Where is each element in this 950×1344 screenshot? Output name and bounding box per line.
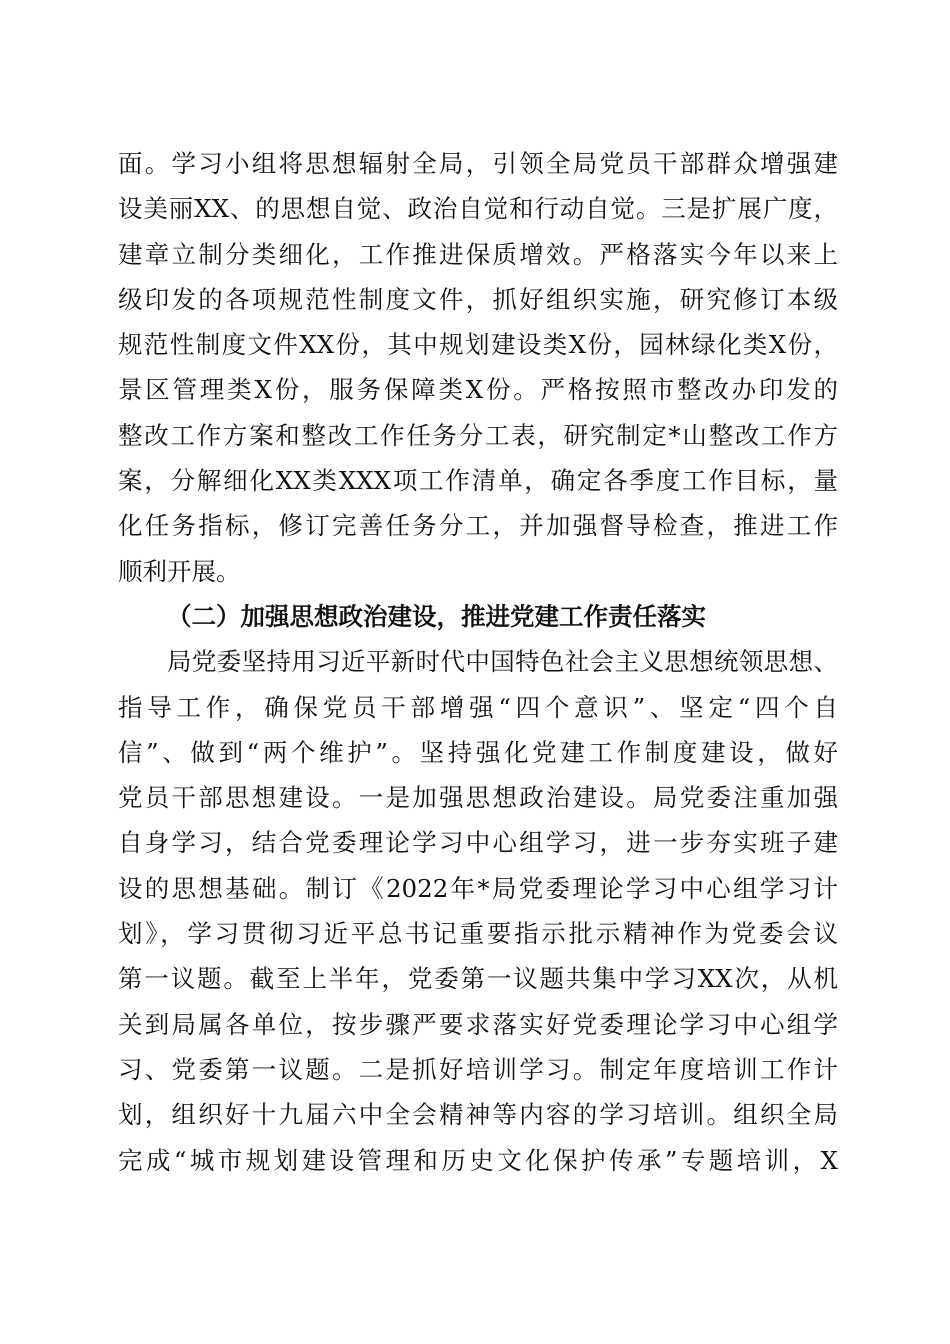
text-line: 化任务指标，修订完善任务分工，并加强督导检查，推进工作 [118,511,838,541]
text-line: 局党委坚持用习近平新时代中国特色社会主义思想统领思想、 [167,647,838,677]
text-line: 整改工作方案和整改工作任务分工表，研究制定*山整改工作方 [118,420,838,450]
continued-paragraph [118,141,838,594]
text-line: 级印发的各项规范性制度文件，抓好组织实施，研究修订本级 [118,284,838,314]
section-paragraph [118,639,838,1183]
text-line: 完成“城市规划建设管理和历史文化保护传承”专题培训，X [118,1145,838,1175]
text-line: 党员干部思想建设。一是加强思想政治建设。局党委注重加强 [118,783,838,813]
text-line: 划，组织好十九届六中全会精神等内容的学习培训。组织全局 [118,1100,838,1130]
text-line: 习、党委第一议题。二是抓好培训学习。制定年度培训工作计 [118,1054,838,1084]
section-heading-text: （二）加强思想政治建设，推进党建工作责任落实 [167,601,706,631]
text-line: 第一议题。截至上半年，党委第一议题共集中学习XX次，从机 [118,964,838,994]
text-line: 关到局属各单位，按步骤严要求落实好党委理论学习中心组学 [118,1009,838,1039]
document-body [118,141,838,1183]
text-line: 顺利开展。 [118,556,241,586]
text-line: 信”、做到“两个维护”。坚持强化党建工作制度建设，做好 [118,737,838,767]
text-line: 案，分解细化XX类XXX项工作清单，确定各季度工作目标，量 [118,466,838,496]
section-heading [118,594,838,639]
text-line: 建章立制分类细化，工作推进保质增效。严格落实今年以来上 [118,239,838,269]
text-line: 规范性制度文件XX份，其中规划建设类X份，园林绿化类X份， [118,330,838,360]
text-line: 指导工作，确保党员干部增强“四个意识”、坚定“四个自 [118,692,838,722]
text-line: 设的思想基础。制订《2022年*局党委理论学习中心组学习计 [118,873,838,903]
text-line: 划》，学习贯彻习近平总书记重要指示批示精神作为党委会议 [118,919,838,949]
text-line: 自身学习，结合党委理论学习中心组学习，进一步夯实班子建 [118,828,838,858]
text-line: 设美丽XX、的思想自觉、政治自觉和行动自觉。三是扩展广度， [118,194,838,224]
text-line: 面。学习小组将思想辐射全局，引领全局党员干部群众增强建 [118,149,838,178]
text-line: 景区管理类X份，服务保障类X份。严格按照市整改办印发的 [118,375,838,405]
